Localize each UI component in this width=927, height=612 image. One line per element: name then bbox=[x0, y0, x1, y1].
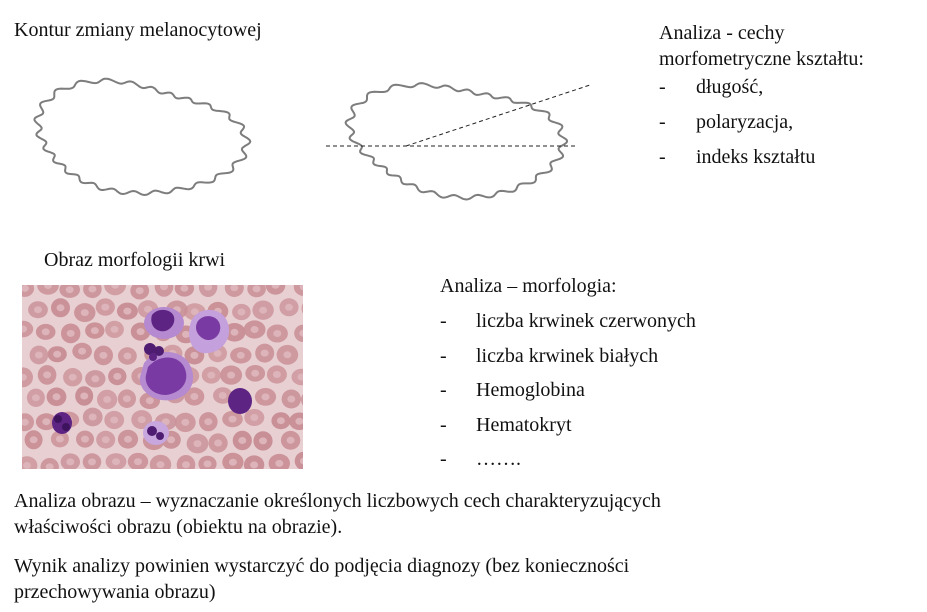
red-blood-cell-center bbox=[229, 459, 237, 466]
red-blood-cell-center bbox=[273, 371, 281, 378]
red-blood-cell-center bbox=[69, 374, 77, 381]
white-blood-cell-nucleus bbox=[149, 353, 157, 361]
red-blood-cell-center bbox=[30, 436, 38, 443]
red-blood-cell-center bbox=[182, 461, 190, 468]
list-item-text: polaryzacja, bbox=[696, 111, 794, 133]
red-blood-cell-center bbox=[89, 414, 97, 421]
list-dash: - bbox=[659, 76, 666, 98]
red-blood-cell-center bbox=[91, 375, 99, 382]
red-blood-cell-center bbox=[111, 326, 119, 333]
image-analysis-definition bbox=[14, 488, 914, 540]
red-blood-cell-center bbox=[204, 418, 212, 425]
white-blood-cell bbox=[228, 388, 252, 414]
red-blood-cell-center bbox=[275, 460, 283, 467]
red-blood-cell-center bbox=[123, 353, 131, 360]
red-blood-cell-center bbox=[261, 350, 269, 357]
list-dash: - bbox=[440, 413, 447, 436]
red-blood-cell-center bbox=[32, 394, 40, 401]
red-blood-cell-center bbox=[287, 396, 295, 403]
red-blood-cell-center bbox=[250, 461, 258, 468]
red-blood-cell-center bbox=[194, 440, 202, 447]
red-blood-cell-center bbox=[204, 460, 212, 467]
red-blood-cell bbox=[301, 391, 303, 409]
red-blood-cell-center bbox=[134, 458, 142, 465]
red-blood-cell-center bbox=[99, 352, 107, 359]
red-blood-cell-center bbox=[180, 285, 188, 292]
red-blood-cell-center bbox=[137, 328, 145, 335]
list-item bbox=[440, 413, 820, 448]
red-blood-cell-center bbox=[103, 396, 111, 403]
red-blood-cell-center bbox=[112, 458, 120, 465]
red-blood-cell-center bbox=[35, 352, 43, 359]
red-blood-cell-center bbox=[259, 307, 267, 314]
red-blood-cell-center bbox=[81, 309, 89, 316]
red-blood-cell-center bbox=[253, 285, 261, 292]
red-blood-cell-center bbox=[251, 370, 259, 377]
red-blood-cell-center bbox=[146, 397, 154, 404]
melanocytic-contour-shape-measured bbox=[346, 83, 567, 199]
red-blood-cell-center bbox=[56, 436, 64, 443]
red-blood-cell-center bbox=[43, 371, 51, 378]
red-blood-cell-center bbox=[229, 416, 237, 423]
blood-smear-drawing bbox=[22, 285, 303, 469]
red-blood-cell-center bbox=[231, 329, 239, 336]
white-blood-cell bbox=[52, 412, 72, 434]
list-dash: - bbox=[440, 448, 447, 471]
blood-image-title: Obraz morfologii krwi bbox=[44, 249, 226, 271]
white-blood-cell-nucleus bbox=[54, 415, 62, 423]
red-blood-cell-center bbox=[81, 436, 89, 443]
list-item-text: długość, bbox=[696, 76, 764, 98]
red-blood-cell-center bbox=[42, 328, 50, 335]
red-blood-cell-center bbox=[34, 306, 42, 313]
blood-parameters-list bbox=[440, 309, 820, 482]
red-blood-cell-center bbox=[88, 458, 96, 465]
red-blood-cell-center bbox=[123, 395, 131, 402]
red-blood-cell-center bbox=[138, 416, 146, 423]
red-blood-cell-center bbox=[42, 418, 50, 425]
red-blood-cell-center bbox=[285, 304, 293, 311]
red-blood-cell-center bbox=[259, 437, 267, 444]
red-blood-cell-center bbox=[214, 440, 222, 447]
image-analysis-result-note bbox=[14, 553, 914, 605]
red-blood-cell-center bbox=[283, 351, 291, 358]
list-item bbox=[659, 145, 919, 180]
white-blood-cell-nucleus bbox=[156, 432, 164, 440]
list-item-text: liczba krwinek czerwonych bbox=[476, 310, 696, 332]
red-blood-cell-center bbox=[53, 351, 61, 358]
paragraph-line: Analiza obrazu – wyznaczanie określonych liczbowych cech charakteryzujących bbox=[14, 490, 661, 512]
contour-diagram bbox=[30, 55, 600, 215]
red-blood-cell-center bbox=[273, 330, 281, 337]
red-blood-cell-center bbox=[182, 331, 190, 338]
red-blood-cell-center bbox=[66, 286, 74, 293]
list-item bbox=[440, 309, 820, 344]
red-blood-cell-center bbox=[113, 373, 121, 380]
red-blood-cell-center bbox=[53, 393, 61, 400]
red-blood-cell-center bbox=[237, 352, 245, 359]
white-blood-cell-nucleus bbox=[62, 423, 70, 431]
red-blood-cell-center bbox=[167, 436, 175, 443]
list-item-text: liczba krwinek białych bbox=[476, 344, 659, 367]
red-blood-cell-center bbox=[251, 326, 259, 333]
red-blood-cell-center bbox=[207, 372, 215, 379]
shape-analysis-heading bbox=[659, 18, 864, 70]
shape-features-list bbox=[659, 75, 919, 180]
list-item bbox=[659, 110, 919, 145]
red-blood-cell-center bbox=[123, 308, 131, 315]
red-blood-cell bbox=[302, 299, 304, 318]
red-blood-cell-center bbox=[190, 352, 198, 359]
red-blood-cell-center bbox=[237, 309, 245, 316]
red-blood-cell-center bbox=[67, 330, 75, 337]
paragraph-line: Wynik analizy powinien wystarczyć do podjęcia diagnozy (bez konieczności bbox=[14, 555, 630, 577]
list-item-text: Hematokryt bbox=[476, 413, 572, 436]
list-item bbox=[440, 344, 820, 379]
red-blood-cell-center bbox=[277, 417, 285, 424]
blood-analysis-heading: Analiza – morfologia: bbox=[440, 275, 617, 297]
red-blood-cell-center bbox=[262, 393, 270, 400]
red-blood-cell-center bbox=[101, 304, 109, 311]
list-dash: - bbox=[440, 310, 447, 332]
red-blood-cell-center bbox=[80, 393, 88, 400]
list-dash: - bbox=[440, 379, 447, 402]
red-blood-cell-center bbox=[110, 417, 118, 424]
red-blood-cell-center bbox=[88, 286, 96, 293]
red-blood-cell-center bbox=[227, 372, 235, 379]
list-dash: - bbox=[659, 111, 666, 133]
paragraph-line: właściwości obrazu (obiektu na obrazie). bbox=[14, 516, 343, 538]
contour-title: Kontur zmiany melanocytowej bbox=[14, 19, 262, 41]
red-blood-cell-center bbox=[136, 287, 144, 294]
blood-smear-image bbox=[22, 285, 303, 469]
red-blood-cell-center bbox=[181, 419, 189, 426]
list-item-text: indeks kształtu bbox=[696, 146, 816, 168]
paragraph-line: przechowywania obrazu) bbox=[14, 581, 216, 603]
shape-analysis-heading-line: morfometryczne kształtu: bbox=[659, 48, 864, 70]
red-blood-cell-center bbox=[287, 437, 295, 444]
red-blood-cell-center bbox=[190, 393, 198, 400]
red-blood-cell-center bbox=[157, 461, 165, 468]
list-item bbox=[440, 447, 820, 482]
list-item-text: ……. bbox=[476, 448, 521, 471]
red-blood-cell-center bbox=[102, 436, 110, 443]
list-dash: - bbox=[440, 344, 447, 367]
red-blood-cell-center bbox=[219, 392, 227, 399]
red-blood-cell-center bbox=[57, 304, 65, 311]
red-blood-cell-center bbox=[66, 458, 74, 465]
red-blood-cell-center bbox=[124, 436, 132, 443]
red-blood-cell-center bbox=[78, 348, 86, 355]
red-blood-cell-center bbox=[250, 414, 258, 421]
list-dash: - bbox=[659, 146, 666, 168]
list-item bbox=[659, 75, 919, 110]
white-blood-cell-nucleus bbox=[147, 426, 157, 436]
list-item-text: Hemoglobina bbox=[476, 379, 585, 402]
red-blood-cell-center bbox=[23, 462, 31, 469]
red-blood-cell-center bbox=[91, 327, 99, 334]
list-item bbox=[440, 378, 820, 413]
melanocytic-contour-shape bbox=[35, 79, 251, 195]
shape-analysis-heading-line: Analiza - cechy bbox=[659, 22, 785, 44]
red-blood-cell-center bbox=[238, 437, 246, 444]
